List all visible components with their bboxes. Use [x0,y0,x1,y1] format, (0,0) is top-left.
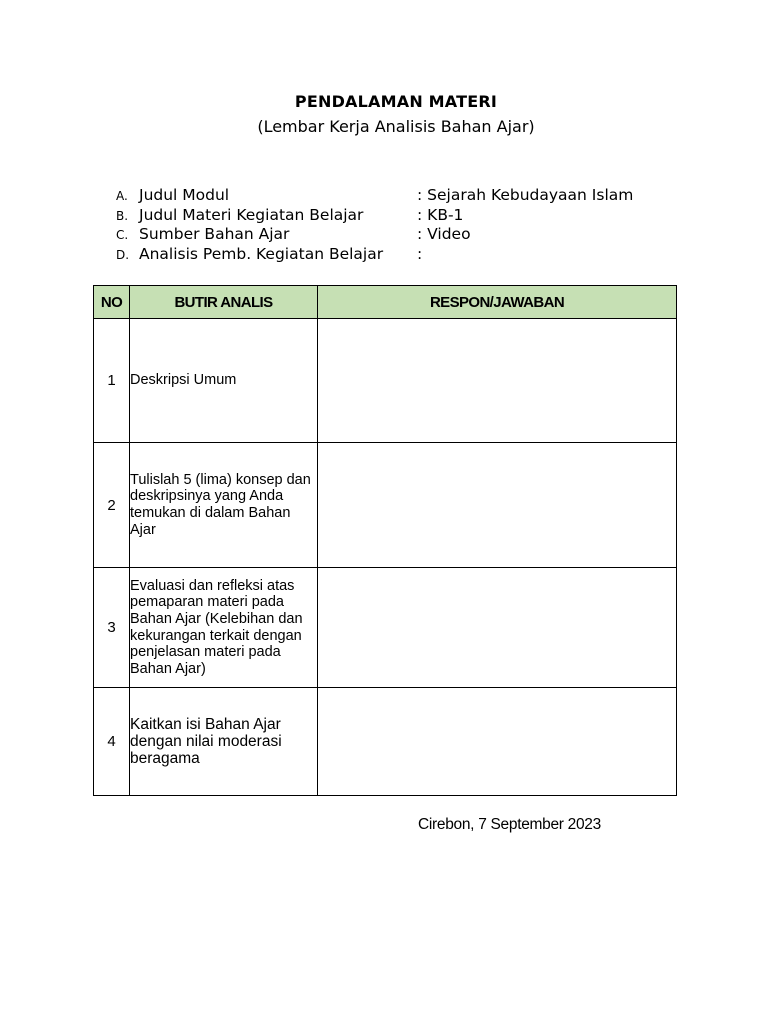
row-number: 3 [94,568,130,688]
info-letter: A. [116,189,128,203]
respon-cell[interactable] [318,443,677,568]
column-header-respon-jawaban: RESPON/JAWABAN [318,286,677,319]
butir-analis-cell: Evaluasi dan refleksi atas pemaparan materi pada Bahan Ajar (Kelebihan dan kekurangan terkait dengan penjelasan materi pada Bahan Ajar) [130,568,318,688]
respon-cell[interactable] [318,568,677,688]
column-header-butir-analis: BUTIR ANALIS [130,286,318,319]
info-label: Judul Modul [139,186,230,204]
respon-cell[interactable] [318,688,677,796]
module-info-list [116,186,696,264]
info-label: Judul Materi Kegiatan Belajar [139,205,364,224]
info-value: : KB-1 [417,205,464,224]
table-header-row [94,286,677,319]
info-label: Sumber Bahan Ajar [139,225,290,244]
table-row [94,688,677,796]
row-number: 4 [94,688,130,796]
column-header-no: NO [94,286,130,319]
info-letter: D. [116,247,130,262]
butir-analis-cell: Deskripsi Umum [130,319,318,443]
document-subtitle: (Lembar Kerja Analisis Bahan Ajar) [257,117,535,136]
row-number: 2 [94,443,130,568]
info-letter: C. [116,228,129,243]
info-item-judul-modul [116,186,696,206]
info-value: : Video [417,225,471,244]
analysis-table [93,285,677,796]
butir-analis-cell: Tulislah 5 (lima) konsep dan deskripsinya yang Anda temukan di dalam Bahan Ajar [130,443,318,568]
butir-analis-cell: Kaitkan isi Bahan Ajar dengan nilai moderasi beragama [130,688,318,796]
info-item-sumber-bahan-ajar [116,225,696,245]
info-label: Analisis Pemb. Kegiatan Belajar [139,244,384,263]
table-row [94,443,677,568]
document-title: PENDALAMAN MATERI [294,92,498,111]
info-value: : Sejarah Kebudayaan Islam [417,186,634,204]
row-number: 1 [94,319,130,443]
info-item-analisis-pemb [116,245,696,265]
place-date: Cirebon, 7 September 2023 [418,816,601,833]
info-item-judul-materi [116,206,696,226]
respon-cell[interactable] [318,319,677,443]
table-row [94,568,677,688]
table-row [94,319,677,443]
info-letter: B. [116,208,129,223]
info-value: : [417,244,423,263]
